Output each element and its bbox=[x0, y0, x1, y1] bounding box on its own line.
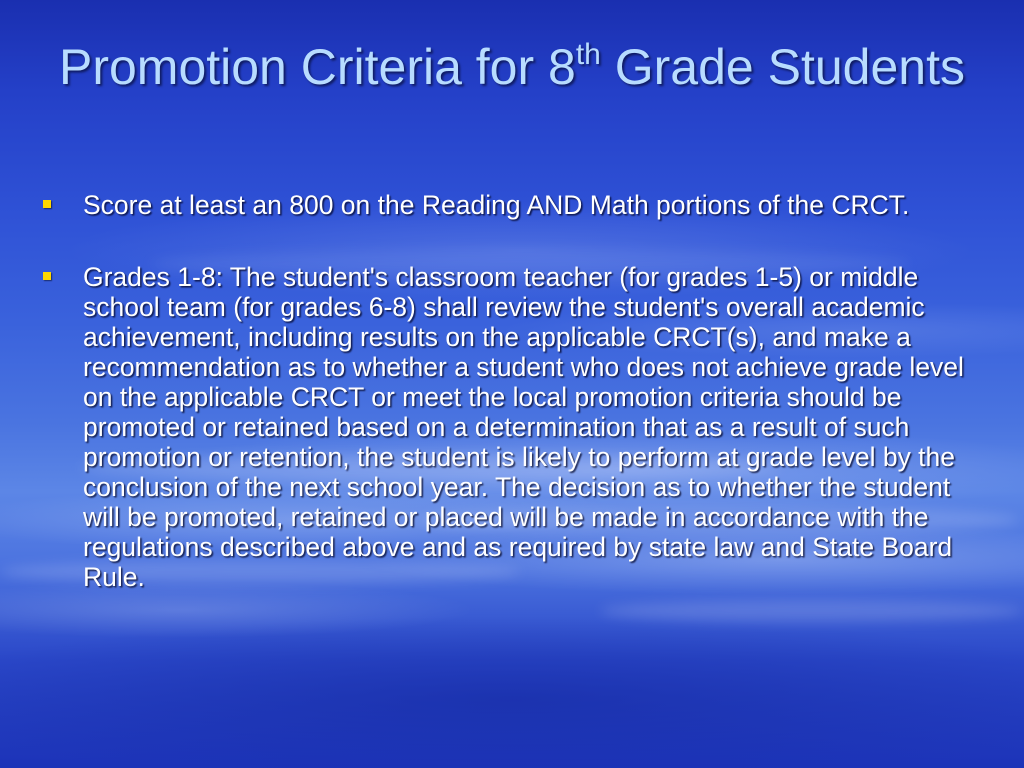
bullet-item bbox=[40, 190, 988, 220]
bullet-list bbox=[40, 190, 988, 634]
bullet-text: Score at least an 800 on the Reading AND Math portions of the CRCT. bbox=[83, 190, 910, 220]
square-bullet-icon bbox=[43, 272, 51, 280]
slide-title bbox=[40, 36, 984, 98]
title-main: Promotion Criteria for 8 bbox=[58, 39, 576, 95]
title-superscript: th bbox=[575, 38, 601, 72]
square-bullet-icon bbox=[43, 200, 51, 208]
bullet-item bbox=[40, 262, 988, 592]
title-end: Grade Students bbox=[600, 39, 965, 95]
bullet-text: Grades 1-8: The student's classroom teacher (for grades 1-5) or middle school team (for grades 6-8) shall review the student's overall academic achievement, including results on the applicable CRCT(s), and make a recommendation as to whether a student who does not achieve grade level on the applicable CRCT or meet the local promotion criteria should be promoted or retained based on a determination that as a result of such promotion or retention, the student is likely to perform at grade level by the conclusion of the next school year. The decision as to whether the student will be promoted, retained or placed will be made in accordance with the regulations described above and as required by state law and State Board Rule. bbox=[83, 262, 964, 592]
